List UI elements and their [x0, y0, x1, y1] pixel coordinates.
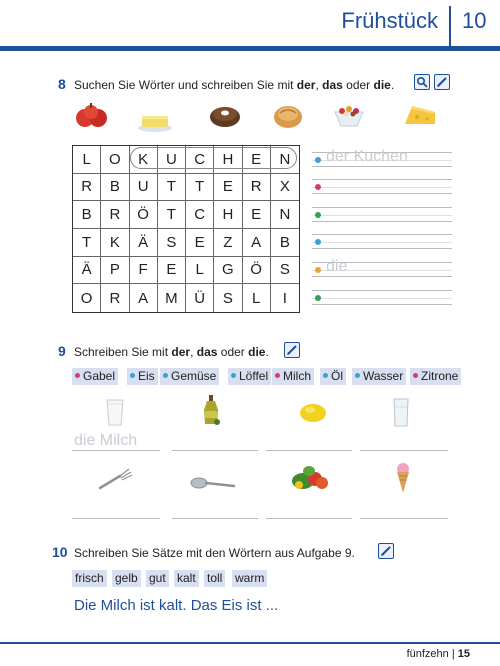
gender-dot: [275, 373, 280, 378]
found-word-outline: [130, 147, 297, 169]
bread-roll-icon: [270, 101, 306, 129]
grid-letter: T: [186, 174, 214, 202]
grid-letter: Z: [214, 229, 242, 257]
gender-dot: [130, 373, 135, 378]
ice-cream-icon: [395, 462, 411, 494]
adjective-chip: kalt: [174, 570, 199, 587]
header-divider: [449, 6, 451, 46]
grid-letter: I: [282, 289, 287, 307]
chapter-title: Frühstück: [341, 8, 438, 33]
grid-letter: S: [158, 229, 186, 257]
grid-letter: P: [101, 257, 129, 285]
gender-dot: [315, 239, 321, 245]
grid-letter: K: [101, 229, 129, 257]
chapter-number: 10: [462, 8, 487, 33]
grid-letter: Ö: [130, 201, 158, 229]
answer-line: [312, 207, 452, 222]
word-chip: [352, 368, 406, 385]
grid-letter: A: [243, 229, 271, 257]
grid-letter: E: [214, 174, 242, 202]
grid-letter: E: [243, 201, 271, 229]
answer-text: der Kuchen: [326, 148, 408, 165]
grid-letter: G: [214, 257, 242, 285]
example-sentence: Die Milch ist kalt. Das Eis ist ...: [74, 597, 279, 614]
word-chip-label: Wasser: [363, 369, 404, 383]
grid-letter: M: [158, 284, 186, 312]
grid-letter: L: [243, 284, 271, 312]
adjective-chip: frisch: [72, 570, 107, 587]
grid-letter: O: [101, 146, 129, 174]
cheese-icon: [402, 100, 438, 128]
answer-line: [312, 148, 452, 167]
grid-letter: T: [73, 229, 101, 257]
grid-letter: F: [130, 257, 158, 285]
answer-line: [72, 450, 160, 451]
gender-dot: [231, 373, 236, 378]
gender-dot: [355, 373, 360, 378]
grid-letter: X: [271, 174, 299, 202]
grid-letter: B: [73, 201, 101, 229]
grid-letter: H: [214, 201, 242, 229]
oil-bottle-icon: [200, 394, 222, 426]
gender-dot: [413, 373, 418, 378]
answer-line: [72, 518, 160, 519]
word-chip-label: Zitrone: [421, 369, 459, 383]
gender-dot: [315, 295, 321, 301]
pencil-icon: [284, 342, 300, 358]
pencil-icon: [378, 543, 394, 559]
exercise-8-number: 8: [58, 76, 66, 92]
exercise-10-instruction: Schreiben Sie Sätze mit den Wörtern aus Aufgabe 9.: [74, 546, 355, 560]
grid-letter: B: [101, 174, 129, 202]
pencil-icon: [434, 74, 450, 90]
page-footer: fünfzehn | 15: [406, 648, 470, 660]
word-chip: [228, 368, 271, 385]
grid-letter: N: [271, 201, 299, 229]
butter-icon: [137, 106, 173, 134]
word-chip-label: Gemüse: [171, 369, 217, 383]
answer-line: [172, 518, 258, 519]
exercise-8-instruction: Suchen Sie Wörter und schreiben Sie mit der, das oder die.: [74, 78, 395, 92]
answer-line: [266, 450, 352, 451]
grid-letter: Ö: [243, 257, 271, 285]
grid-letter: L: [186, 257, 214, 285]
answer-line: [360, 518, 448, 519]
water-glass-icon: [392, 397, 410, 427]
exercise-10-number: 10: [52, 544, 68, 560]
grid-letter: L: [73, 146, 101, 174]
header-rule: [0, 46, 500, 51]
grid-letter: T: [158, 174, 186, 202]
grid-letter: Ü: [186, 284, 214, 312]
grid-letter: U: [158, 146, 186, 174]
adjective-chip: gut: [146, 570, 169, 587]
grid-letter: S: [271, 257, 299, 285]
adjective-chip: gelb: [112, 570, 141, 587]
word-chip-label: Gabel: [83, 369, 116, 383]
grid-letter: E: [243, 146, 271, 174]
example-answer: die Milch: [74, 432, 138, 449]
grid-letter: A: [130, 284, 158, 312]
grid-letter: C: [186, 201, 214, 229]
grid-letter: Ä: [130, 229, 158, 257]
grid-letter: Ä: [73, 257, 101, 285]
gender-dot: [75, 373, 80, 378]
grid-letter: N: [271, 146, 299, 174]
vegetables-icon: [289, 461, 331, 493]
grid-letter: H: [214, 146, 242, 174]
answer-text: die: [326, 258, 348, 275]
answer-line: [266, 518, 352, 519]
word-chip: [72, 368, 118, 385]
word-chip: [320, 368, 346, 385]
word-chip: [160, 368, 219, 385]
grid-letter: K: [130, 146, 158, 174]
grid-letter: U: [130, 174, 158, 202]
grid-letter: R: [101, 284, 129, 312]
grid-letter: R: [101, 201, 129, 229]
muesli-icon: [331, 100, 367, 128]
grid-letter: R: [243, 174, 271, 202]
grid-letter: E: [186, 229, 214, 257]
gender-dot: [315, 184, 321, 190]
answer-line: [360, 450, 448, 451]
word-chip: [127, 368, 158, 385]
footer-rule: [0, 642, 500, 644]
exercise-9-number: 9: [58, 343, 66, 359]
word-chip-label: Eis: [138, 369, 155, 383]
word-chip-label: Löffel: [239, 369, 269, 383]
fork-icon: [96, 466, 134, 492]
grid-letter: B: [271, 229, 299, 257]
grid-letter: C: [186, 146, 214, 174]
gender-dot: [323, 373, 328, 378]
exercise-9-instruction: Schreiben Sie mit der, das oder die.: [74, 345, 269, 359]
word-chip: [410, 368, 461, 385]
gender-dot: [315, 157, 321, 163]
gender-dot: [315, 267, 321, 273]
grid-letter: O: [73, 284, 101, 312]
apples-icon: [74, 102, 110, 130]
gender-dot: [315, 212, 321, 218]
answer-line: [172, 450, 258, 451]
answer-line: [312, 290, 452, 305]
word-chip-label: Milch: [283, 369, 312, 383]
word-search-grid: [72, 145, 300, 313]
adjective-chip: warm: [232, 570, 267, 587]
grid-letter: T: [158, 201, 186, 229]
spoon-icon: [190, 474, 236, 492]
grid-letter: R: [73, 174, 101, 202]
word-chip-label: Öl: [331, 369, 343, 383]
cake-icon: [207, 100, 243, 128]
answer-line: [312, 179, 452, 194]
adjective-chip: toll: [204, 570, 225, 587]
answer-line: [312, 234, 452, 249]
milk-glass-icon: [104, 398, 126, 426]
word-chip: [272, 368, 314, 385]
answer-line: [312, 258, 452, 277]
grid-letter: S: [214, 284, 242, 312]
lemon-icon: [298, 402, 328, 424]
grid-letter: E: [158, 257, 186, 285]
search-icon: [414, 74, 430, 90]
gender-dot: [163, 373, 168, 378]
